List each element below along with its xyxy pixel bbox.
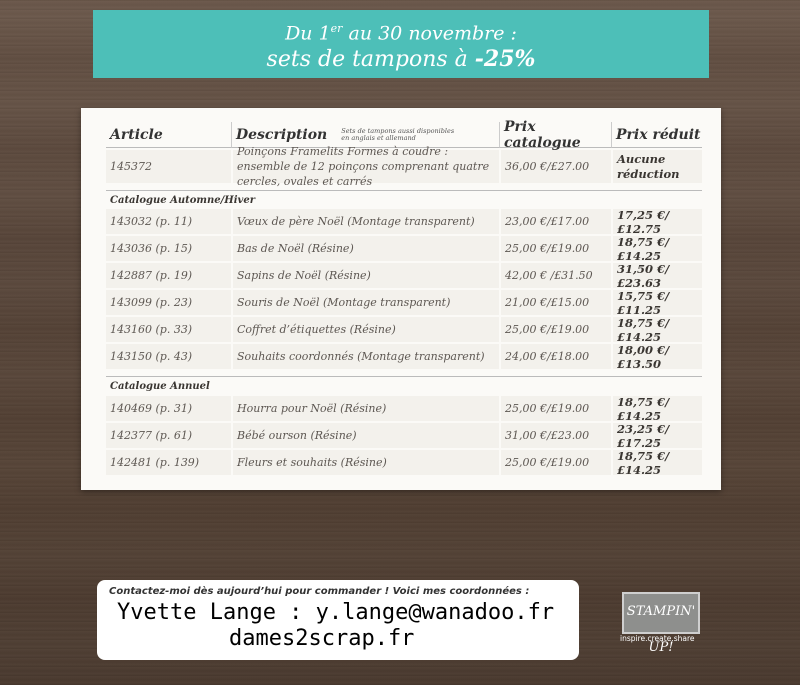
banner-date-end: au 30 novembre : [342,22,517,45]
cell-prix-reduit: 17,25 €/£12.75 [611,209,702,234]
table-row [106,423,702,448]
cell-description: Souhaits coordonnés (Montage transparent) [231,344,499,369]
cell-prix-reduit: 18,00 €/£13.50 [611,344,702,369]
table-row [106,344,702,369]
table-row [106,236,702,261]
cell-prix-reduit: 23,25 €/£17.25 [611,423,702,448]
contact-box [97,580,579,660]
header-description-note: Sets de tampons aussi disponibles en anglais et allemand [341,126,455,142]
header-description-label: Description [236,126,328,143]
cell-prix-reduit: Aucune réduction [611,150,702,183]
cell-description: Hourra pour Noël (Résine) [231,396,499,421]
cell-description: Bas de Noël (Résine) [231,236,499,261]
logo-tagline: inspire.create.share [620,634,695,643]
cell-description: Fleurs et souhaits (Résine) [231,450,499,475]
cell-article: 143150 (p. 43) [106,344,231,369]
cell-prix-catalogue: 25,00 €/£19.00 [499,236,611,261]
cell-prix-catalogue: 24,00 €/£18.00 [499,344,611,369]
banner-date-sup: er [330,22,343,35]
cell-article: 145372 [106,150,231,183]
cell-prix-catalogue: 31,00 €/£23.00 [499,423,611,448]
cell-description: Bébé ourson (Résine) [231,423,499,448]
contact-website: dames2scrap.fr [229,626,415,651]
cell-description: Sapins de Noël (Résine) [231,263,499,288]
table-row [106,209,702,234]
cell-article: 140469 (p. 31) [106,396,231,421]
header-prix-reduit: Prix réduit [611,122,702,148]
table-row [106,317,702,342]
cell-prix-reduit: 18,75 €/£14.25 [611,317,702,342]
cell-prix-reduit: 31,50 €/£23.63 [611,263,702,288]
cell-description: Poinçons Framelits Formes à coudre : ensemble de 12 poinçons comprenant quatre cercles, ovales et carrés [231,150,499,183]
cell-prix-catalogue: 36,00 €/£27.00 [499,150,611,183]
price-table-card [81,108,721,490]
cell-prix-catalogue: 42,00 € /£31.50 [499,263,611,288]
contact-email-line: Yvette Lange : y.lange@wanadoo.fr [117,600,555,625]
table-row [106,145,702,188]
banner-date-line [93,17,709,45]
cell-prix-reduit: 15,75 €/£11.25 [611,290,702,315]
section-annuel: Catalogue Annuel [106,376,702,396]
cell-article: 142377 (p. 61) [106,423,231,448]
cell-prix-catalogue: 21,00 €/£15.00 [499,290,611,315]
cell-prix-catalogue: 23,00 €/£17.00 [499,209,611,234]
cell-article: 142481 (p. 139) [106,450,231,475]
banner-offer-line [93,45,709,74]
logo-text: STAMPIN' UP! [626,604,696,655]
cell-description: Vœux de père Noël (Montage transparent) [231,209,499,234]
cell-description: Souris de Noël (Montage transparent) [231,290,499,315]
header-article: Article [106,122,231,148]
table-row [106,450,702,475]
table-row [106,263,702,288]
cell-article: 143036 (p. 15) [106,236,231,261]
cell-prix-catalogue: 25,00 €/£19.00 [499,450,611,475]
cell-prix-reduit: 18,75 €/£14.25 [611,236,702,261]
banner-discount: -25% [474,46,536,73]
banner-offer-text: sets de tampons à [266,47,475,73]
cell-description: Coffret d’étiquettes (Résine) [231,317,499,342]
contact-intro: Contactez-moi dès aujourd’hui pour commander ! Voici mes coordonnées : [109,586,530,597]
cell-prix-catalogue: 25,00 €/£19.00 [499,396,611,421]
cell-article: 142887 (p. 19) [106,263,231,288]
cell-prix-catalogue: 25,00 €/£19.00 [499,317,611,342]
header-prix-catalogue: Prix catalogue [499,122,611,148]
table-row [106,396,702,421]
cell-article: 143099 (p. 23) [106,290,231,315]
section-automne-hiver: Catalogue Automne/Hiver [106,190,702,210]
cell-article: 143160 (p. 33) [106,317,231,342]
cell-prix-reduit: 18,75 €/£14.25 [611,450,702,475]
cell-prix-reduit: 18,75 €/£14.25 [611,396,702,421]
promo-banner [93,10,709,78]
cell-article: 143032 (p. 11) [106,209,231,234]
banner-date-start: Du 1 [285,22,331,45]
table-row [106,290,702,315]
